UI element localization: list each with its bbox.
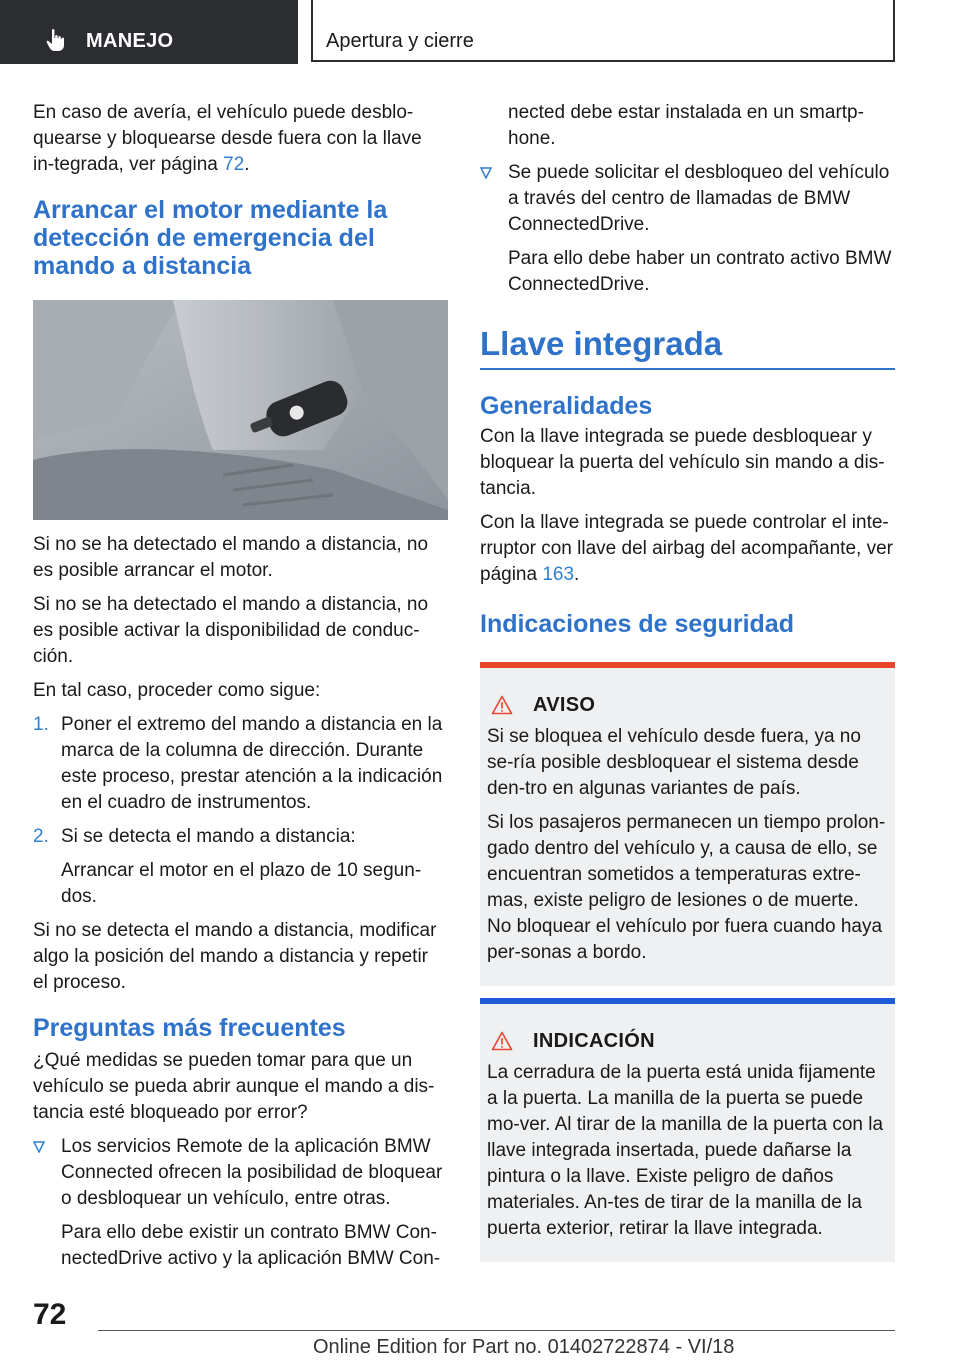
page-link[interactable]: 72 xyxy=(223,154,245,175)
paragraph-retry: Si no se detecta el mando a distancia, modificar algo la posición del mando a distancia y repetir el proceso. xyxy=(33,920,437,993)
warning-header xyxy=(487,692,887,718)
warning-title: AVISO xyxy=(533,694,596,716)
paragraph-no-ready: Si no se ha detectado el mando a distancia, no es posible activar la disponibilidad de conduc-ción. xyxy=(33,594,429,667)
list-item xyxy=(33,824,448,910)
heading-general: Generalidades xyxy=(480,392,653,420)
triangle-bullet-icon xyxy=(33,1141,45,1153)
footer-divider xyxy=(98,1330,895,1331)
chapter-tab xyxy=(311,0,895,62)
step-text: Poner el extremo del mando a distancia en la marca de la columna de dirección. Durante este proceso, prestar atención a la indicación en el cuadro de instrumentos. xyxy=(61,714,443,813)
step-number: 2. xyxy=(33,826,49,847)
left-column xyxy=(33,100,448,1280)
faq-answers-cont xyxy=(480,160,895,298)
heading-emergency-start: Arrancar el motor mediante la detección de emergencia del mando a distancia xyxy=(33,196,388,280)
warning-triangle-icon xyxy=(491,695,513,715)
heading-safety: Indicaciones de seguridad xyxy=(480,610,794,638)
triangle-bullet-icon xyxy=(480,167,492,179)
footer-edition: Online Edition for Part no. 01402722874 - VI/18 xyxy=(313,1336,735,1358)
section-tab xyxy=(0,0,298,64)
steering-column-key-image xyxy=(33,300,448,520)
bullet-text: Los servicios Remote de la aplicación BMW Connected ofrecen la posibilidad de bloquear o desbloquear un vehículo, entre otras. xyxy=(61,1136,443,1209)
right-column xyxy=(480,100,895,1262)
warning-text: Si se bloquea el vehículo desde fuera, ya no se-ría posible desbloquear el sistema desde den-tro en algunas variantes de país. xyxy=(487,726,861,799)
intro-paragraph: En caso de avería, el vehículo puede desblo-quearse y bloquearse desde fuera con la llave in-tegrada, ver página 72. xyxy=(33,102,422,175)
steps-list xyxy=(33,712,448,910)
bullet-text: Se puede solicitar el desbloqueo del vehículo a través del centro de llamadas de BMW ConnectedDrive. xyxy=(508,162,890,235)
heading-faq: Preguntas más frecuentes xyxy=(33,1014,346,1042)
paragraph-no-start: Si no se ha detectado el mando a distancia, no es posible arrancar el motor. xyxy=(33,534,429,581)
list-item xyxy=(33,712,448,816)
paragraph-procedure: En tal caso, proceder como sigue: xyxy=(33,680,321,701)
note-box xyxy=(480,998,895,1262)
warning-triangle-icon xyxy=(491,1031,513,1051)
bullet-continuation: Para ello debe existir un contrato BMW Con-nectedDrive activo y la aplicación BMW Con- xyxy=(61,1222,441,1269)
paragraph-general-2: Con la llave integrada se puede controlar el inte-rruptor con llave del airbag del acompañante, ver página 163. xyxy=(480,512,893,585)
page-link[interactable]: 163 xyxy=(542,564,575,585)
faq-answers xyxy=(33,1134,448,1272)
page-number: 72 xyxy=(33,1298,67,1331)
chapter-title: Apertura y cierre xyxy=(326,30,474,52)
step-number: 1. xyxy=(33,714,49,735)
warning-box xyxy=(480,662,895,986)
paragraph-general-1: Con la llave integrada se puede desbloquear y bloquear la puerta del vehículo sin mando a dis-tancia. xyxy=(480,426,885,499)
step-continuation: Arrancar el motor en el plazo de 10 segun-dos. xyxy=(61,860,422,907)
bullet-continuation: nected debe estar instalada en un smartp-hone. xyxy=(508,102,864,149)
note-header xyxy=(487,1028,887,1054)
step-text: Si se detecta el mando a distancia: xyxy=(61,826,356,847)
hand-pointer-icon xyxy=(44,27,70,53)
bullet-continuation: Para ello debe haber un contrato activo BMW ConnectedDrive. xyxy=(508,248,892,295)
list-item xyxy=(480,160,895,298)
heading-integrated-key: Llave integrada xyxy=(480,324,895,370)
faq-question: ¿Qué medidas se pueden tomar para que un vehículo se pueda abrir aunque el mando a dis-tancia esté bloqueado por error? xyxy=(33,1050,435,1123)
list-item xyxy=(33,1134,448,1272)
warning-text: Si los pasajeros permanecen un tiempo prolon-gado dentro del vehículo y, a causa de ello, se encuentran sometidos a temperaturas extre-mas, existe peligro de lesiones o de muerte. No bloquear el vehículo por fuera cuando haya per-sonas a bordo. xyxy=(487,812,886,963)
section-title: MANEJO xyxy=(86,30,174,52)
note-title: INDICACIÓN xyxy=(533,1030,655,1052)
note-text: La cerradura de la puerta está unida fijamente a la puerta. La manilla de la puerta se puede mo-ver. Al tirar de la manilla de la puerta con la llave integrada insertada, puede dañarse la pintura o la llave. Existe peligro de daños materiales. An-tes de tirar de la manilla de la puerta exterior, retirar la llave integrada. xyxy=(487,1062,884,1239)
